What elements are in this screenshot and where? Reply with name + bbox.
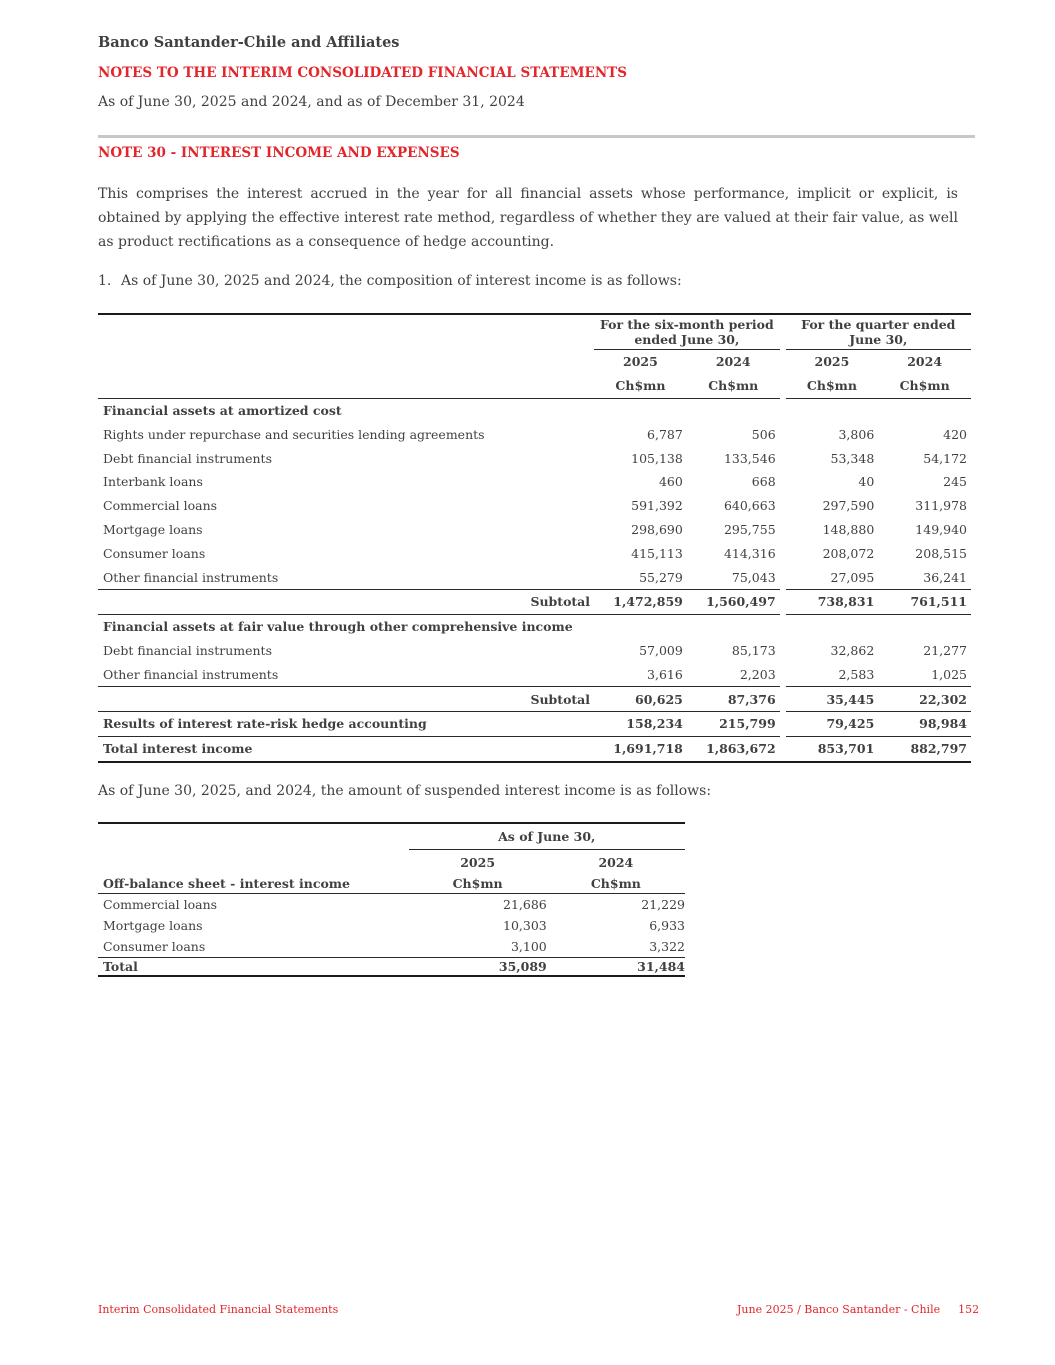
footer-right: [737, 1303, 979, 1316]
table-row: [98, 915, 685, 936]
row-value: 591,392: [631, 498, 683, 514]
year-header: 2025: [623, 354, 658, 370]
subtotal-value: 35,445: [786, 687, 879, 712]
note-heading: NOTE 30 - INTEREST INCOME AND EXPENSES: [98, 145, 460, 161]
section-title: Financial assets at fair value through other comprehensive income: [103, 619, 573, 635]
subtotal-value: 1,560,497: [687, 589, 780, 614]
row-value: 640,663: [723, 498, 776, 514]
row-value: 6,787: [647, 426, 683, 442]
row-value: 506: [751, 426, 776, 442]
table-header-year-row: [98, 350, 971, 374]
item-1: [98, 273, 682, 289]
unit-header: Ch$mn: [786, 374, 879, 398]
suspended-interest-table: [98, 822, 685, 977]
subtotal-label: Subtotal: [98, 589, 594, 614]
row-value: 208,072: [822, 545, 875, 561]
table-row: [98, 639, 971, 663]
row-value: 295,755: [723, 521, 776, 537]
row-value: 148,880: [822, 521, 875, 537]
table-row: [98, 470, 971, 494]
total-label: Total: [98, 958, 409, 977]
table-header-unit-row: [98, 374, 971, 398]
row-label: Other financial instruments: [98, 662, 594, 686]
row-label: Commercial loans: [103, 897, 218, 912]
total-label: Total interest income: [98, 736, 594, 761]
label-header: Off-balance sheet - interest income: [98, 874, 409, 894]
row-value: 10,303: [503, 918, 547, 933]
subtotal-label: Subtotal: [98, 687, 594, 712]
row-label: Mortgage loans: [103, 521, 203, 537]
year-header: 2024: [907, 354, 943, 370]
row-value: 420: [943, 426, 967, 442]
header-divider: [98, 135, 975, 138]
row-value: 55,279: [594, 565, 687, 589]
unit-header: Ch$mn: [547, 874, 685, 894]
table-row: [98, 541, 971, 565]
subtotal-value: 761,511: [878, 589, 971, 614]
total-value: 882,797: [878, 736, 971, 761]
quarter-header: For the quarter ended June 30,: [786, 314, 971, 350]
section-title-row: [98, 398, 971, 422]
page-number: 152: [958, 1303, 980, 1316]
unit-header: Ch$mn: [409, 874, 547, 894]
row-value: 414,316: [723, 545, 776, 561]
subtotal-value: 60,625: [594, 687, 687, 712]
hedge-value: 79,425: [786, 711, 879, 736]
row-label: Interbank loans: [103, 474, 203, 490]
year-header: 2025: [814, 354, 850, 370]
row-value: 208,515: [915, 545, 967, 561]
total-value: 31,484: [547, 958, 685, 977]
six-month-header: For the six-month period ended June 30,: [594, 314, 780, 350]
row-value: 2,203: [687, 662, 780, 686]
row-value: 3,616: [594, 662, 687, 686]
subtotal-row: [98, 687, 971, 712]
total-row: [98, 958, 685, 977]
hedge-value: 158,234: [594, 711, 687, 736]
note-paragraph: This comprises the interest accrued in the year for all financial assets whose performance, implicit or explicit, is obtained by applying the effective interest rate method, regardless of whether they are valued at their fair value, as well as product rectifications as a consequence of hedge accounting.: [98, 186, 958, 250]
total-value: 853,701: [786, 736, 879, 761]
hedge-label: Results of interest rate-risk hedge accounting: [98, 711, 594, 736]
row-value: 133,546: [723, 450, 776, 466]
table-row: [98, 518, 971, 542]
table-header-group-row: [98, 314, 971, 350]
total-value: 1,691,718: [594, 736, 687, 761]
section-title: Financial assets at amortized cost: [103, 402, 342, 418]
hedge-row: [98, 711, 971, 736]
row-value: 6,933: [649, 918, 685, 933]
row-value: 75,043: [687, 565, 780, 589]
row-value: 21,229: [641, 897, 685, 912]
row-value: 149,940: [915, 521, 967, 537]
row-value: 32,862: [830, 642, 875, 658]
table-row: [98, 422, 971, 446]
table-row: [98, 446, 971, 470]
hedge-value: 98,984: [878, 711, 971, 736]
row-value: 415,113: [631, 545, 683, 561]
footer-left: Interim Consolidated Financial Statements: [98, 1303, 339, 1316]
table-row: [98, 565, 971, 589]
unit-header: Ch$mn: [594, 374, 687, 398]
row-label: Debt financial instruments: [103, 450, 272, 466]
row-value: 3,322: [547, 936, 685, 958]
row-value: 3,100: [409, 936, 547, 958]
row-value: 53,348: [830, 450, 875, 466]
row-label: Commercial loans: [103, 498, 218, 514]
row-value: 36,241: [878, 565, 971, 589]
as-of-header: As of June 30,: [409, 823, 685, 850]
row-value: 105,138: [631, 450, 683, 466]
table-header-year-row: [98, 850, 685, 875]
year-header: 2024: [715, 354, 751, 370]
item-1-number: 1.: [98, 273, 112, 289]
interest-income-table: [98, 313, 971, 763]
year-header: 2025: [460, 854, 496, 870]
table-row: [98, 494, 971, 518]
row-value: 54,172: [923, 450, 967, 466]
hedge-value: 215,799: [687, 711, 780, 736]
row-value: 668: [751, 474, 776, 490]
row-value: 298,690: [631, 521, 683, 537]
total-value: 35,089: [409, 958, 547, 977]
subtotal-value: 1,472,859: [594, 589, 687, 614]
row-value: 1,025: [878, 662, 971, 686]
year-header: 2024: [598, 854, 634, 870]
total-row: [98, 736, 971, 761]
table-row: [98, 662, 971, 686]
notes-title: NOTES TO THE INTERIM CONSOLIDATED FINANCIAL STATEMENTS: [98, 65, 627, 81]
row-value: 85,173: [731, 642, 776, 658]
table-row: [98, 894, 685, 916]
row-value: 245: [943, 474, 967, 490]
footer-report-title: June 2025 / Banco Santander - Chile: [737, 1303, 941, 1316]
total-value: 1,863,672: [687, 736, 780, 761]
row-value: 21,277: [923, 642, 967, 658]
report-date-line: As of June 30, 2025 and 2024, and as of December 31, 2024: [98, 94, 525, 110]
row-label: Mortgage loans: [103, 918, 203, 933]
section-title-row: [98, 614, 971, 638]
table-row: [98, 936, 685, 958]
unit-header: Ch$mn: [878, 374, 971, 398]
row-label: Debt financial instruments: [103, 642, 272, 658]
row-value: 3,806: [838, 426, 875, 442]
row-value: 57,009: [639, 642, 683, 658]
row-value: 297,590: [822, 498, 875, 514]
row-value: 21,686: [503, 897, 547, 912]
unit-header: Ch$mn: [687, 374, 780, 398]
subtotal-value: 738,831: [786, 589, 879, 614]
row-value: 2,583: [786, 662, 879, 686]
table-header-unit-row: [98, 874, 685, 894]
row-value: 311,978: [915, 498, 967, 514]
item-1-text: As of June 30, 2025 and 2024, the composition of interest income is as follows:: [121, 273, 682, 289]
subtotal-row: [98, 589, 971, 614]
subtotal-value: 87,376: [687, 687, 780, 712]
suspended-intro: As of June 30, 2025, and 2024, the amount of suspended interest income is as follows:: [98, 783, 712, 799]
row-value: 27,095: [786, 565, 879, 589]
row-value: 460: [658, 474, 683, 490]
row-label: Other financial instruments: [98, 565, 594, 589]
row-value: 40: [858, 474, 875, 490]
subtotal-value: 22,302: [878, 687, 971, 712]
row-label: Rights under repurchase and securities lending agreements: [103, 426, 485, 442]
company-name: Banco Santander-Chile and Affiliates: [98, 34, 400, 51]
row-label: Consumer loans: [103, 545, 206, 561]
table-header-group-row: [98, 823, 685, 850]
row-label: Consumer loans: [98, 936, 409, 958]
